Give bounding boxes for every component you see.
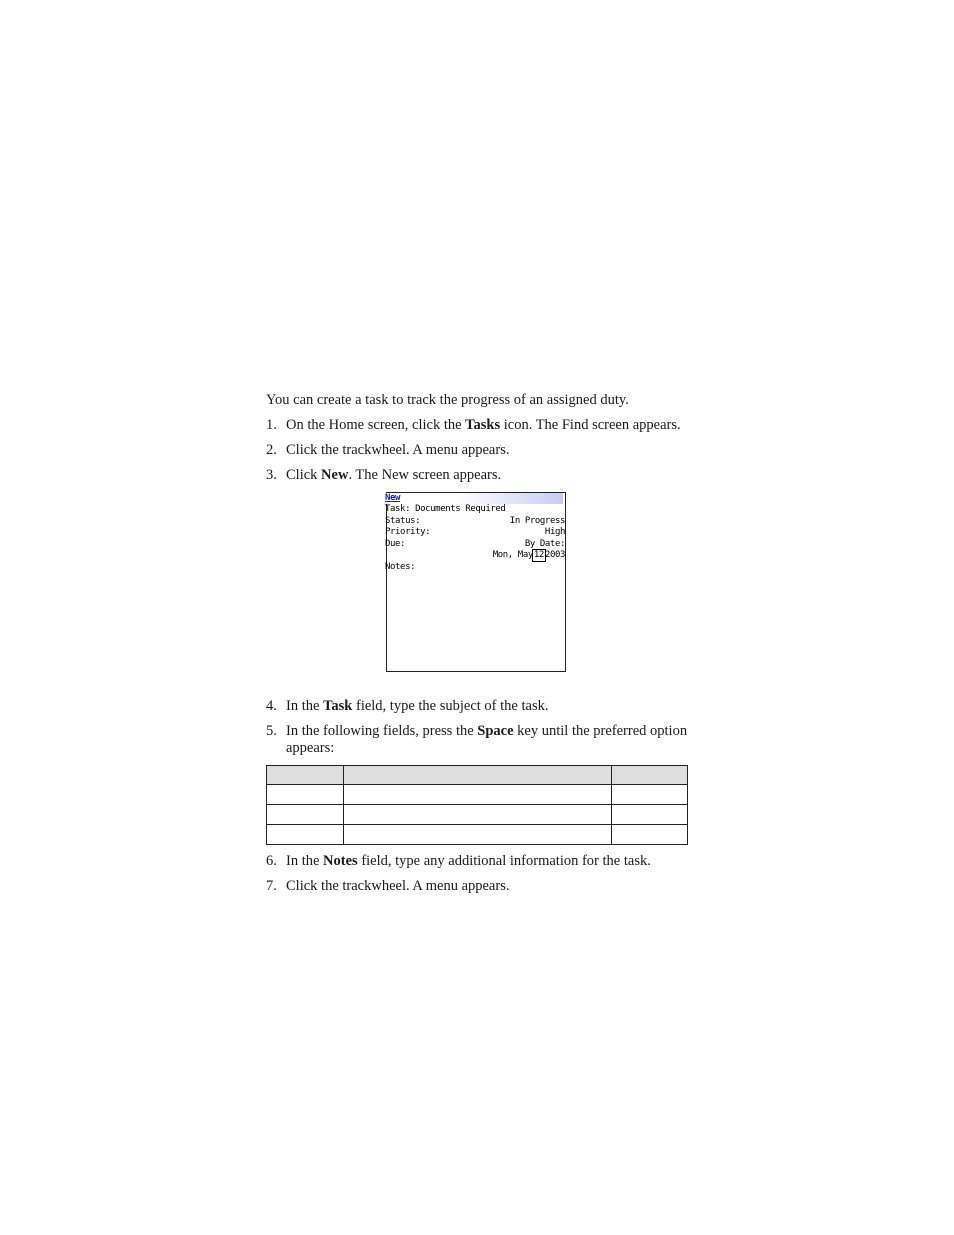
steps-list-a — [266, 417, 706, 484]
status-row — [385, 516, 565, 527]
step-number: 6. — [266, 853, 277, 869]
step-item: 1. On the Home screen, click the Tasks icon. The Find screen appears. — [266, 417, 681, 433]
table-header-row — [267, 766, 688, 785]
step-number: 2. — [266, 442, 277, 458]
options-table — [266, 765, 688, 845]
table-row — [267, 805, 688, 825]
table-row — [267, 825, 688, 845]
step-item: 3. Click New. The New screen appears. — [266, 467, 502, 483]
document-body — [266, 392, 706, 903]
steps-list-c — [266, 853, 706, 895]
task-keyword: Task — [323, 698, 353, 714]
step-item: 7. Click the trackwheel. A menu appears. — [266, 878, 510, 894]
status-value: In Progress — [509, 515, 565, 526]
priority-row — [385, 527, 565, 538]
priority-value: High — [544, 527, 565, 537]
screen-title: New — [385, 493, 563, 504]
status-label: Status: — [385, 515, 421, 526]
due-value: By Date: — [524, 538, 565, 549]
task-field: Task: Documents Required — [385, 504, 506, 514]
notes-row — [385, 562, 565, 573]
date-day-cursor: 12 — [533, 550, 544, 560]
notes-label: Notes: — [385, 561, 416, 572]
due-label: Due: — [385, 538, 406, 549]
step-number: 5. — [266, 723, 277, 739]
notes-keyword: Notes — [323, 853, 358, 869]
space-keyword: Space — [477, 723, 514, 739]
date-row — [385, 550, 565, 561]
steps-list-b — [266, 698, 706, 757]
step-number: 1. — [266, 417, 277, 433]
step-number: 7. — [266, 878, 277, 894]
step-item: 5. In the following fields, press the Space key until the preferred option appears: — [266, 723, 688, 756]
step-item: 2. Click the trackwheel. A menu appears. — [266, 442, 510, 458]
table-row — [267, 785, 688, 805]
date-value: Mon, May122003 — [492, 550, 565, 560]
step-number: 4. — [266, 698, 277, 714]
step-item: 4. In the Task field, type the subject of the task. — [266, 698, 549, 714]
device-screenshot — [386, 492, 566, 672]
step-number: 3. — [266, 467, 277, 483]
intro-paragraph: You can create a task to track the progress of an assigned duty. — [266, 392, 629, 408]
tasks-keyword: Tasks — [465, 417, 501, 433]
task-row — [385, 504, 565, 515]
priority-label: Priority: — [385, 527, 431, 537]
step-item: 6. In the Notes field, type any additional information for the task. — [266, 853, 651, 869]
new-keyword: New — [321, 467, 349, 483]
due-row — [385, 539, 565, 550]
